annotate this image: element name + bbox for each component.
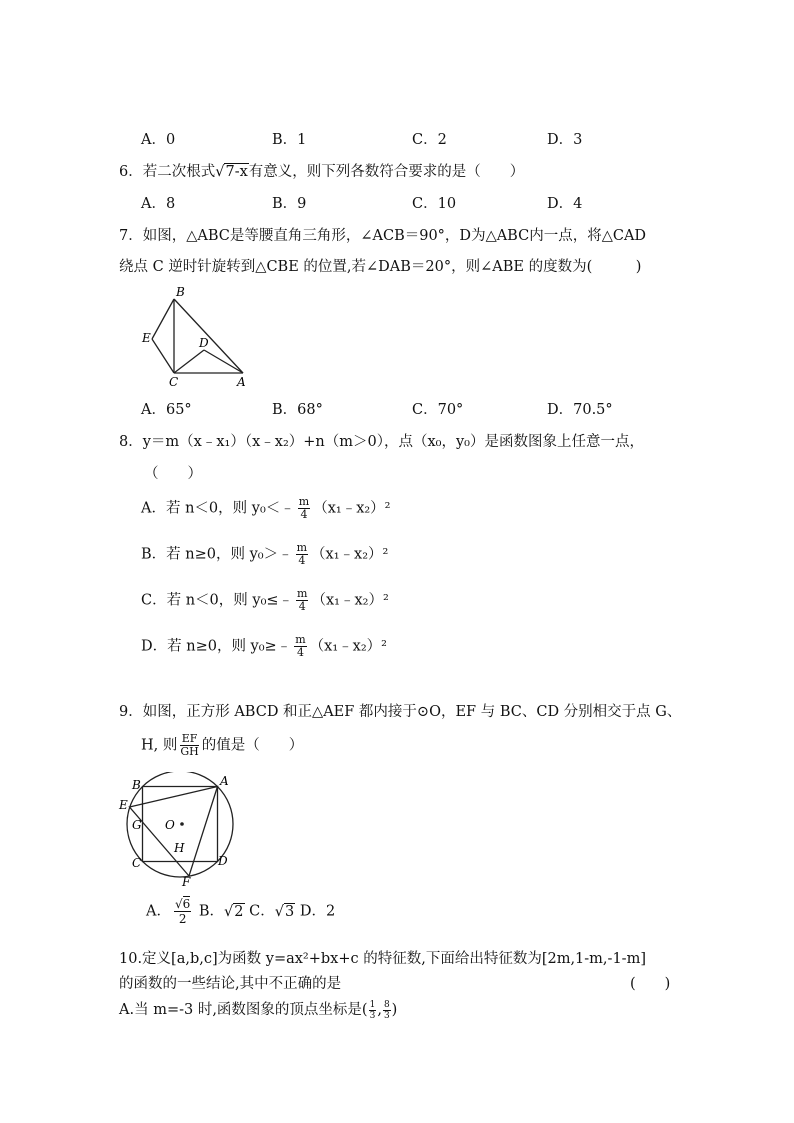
q9-option-b-label: B． (198, 903, 225, 920)
label-h: H (174, 841, 185, 855)
q9-den: GH (180, 745, 199, 758)
center-dot (180, 822, 184, 826)
q7-option-b: B．68° (272, 402, 323, 418)
label-c: C (169, 375, 179, 389)
q9-option-d: D．2 (299, 903, 336, 920)
segment-da (204, 350, 243, 373)
q8-c-post: （x₁﹣x₂）² (311, 592, 389, 609)
q9-pre: H, 则 (141, 737, 178, 754)
q9-option-a-radicand: 6 (182, 897, 191, 911)
q8-c-pre: C．若 n＜0，则 y₀≤﹣ (141, 592, 294, 609)
q6-stem (119, 160, 524, 181)
q10-stem-line1: 10.定义[a,b,c]为函数 y=ax²+bx+c 的特征数,下面给出特征数为[2m,1-m,-1-m] (119, 951, 646, 967)
q8-b-num: m (296, 541, 308, 554)
q9-stem-line2 (141, 733, 303, 758)
q8-c-num: m (297, 587, 308, 600)
label-f: F (182, 875, 191, 888)
q9-stem-line1: 9．如图，正方形 ABCD 和正△AEF 都内接于⊙O，EF 与 BC、CD 分别相交于点 G、 (119, 704, 682, 720)
q9-option-a-label: A． (146, 903, 171, 920)
q10-paren: ( ) (630, 976, 671, 992)
q7-option-c: C．70° (412, 402, 464, 418)
label-d: D (218, 854, 228, 868)
q8-option-c (141, 588, 389, 613)
q9-option-a-fraction (174, 897, 191, 926)
q9-post: 的值是（ ） (201, 737, 304, 754)
q10-a-n2: 8 (383, 999, 390, 1010)
q10-a-d2: 3 (383, 1010, 390, 1021)
q8-a-den: 4 (300, 508, 308, 521)
q8-paren: （ ） (144, 466, 202, 482)
q8-a-num: m (298, 495, 310, 508)
label-b: B (176, 285, 185, 299)
q9-option-c-radical: √3 (274, 903, 295, 920)
q7-figure (138, 283, 252, 389)
q8-option-d (141, 634, 387, 659)
segment-cd (174, 350, 204, 373)
q10-stem-line2: 的函数的一些结论,其中不正确的是 (119, 976, 342, 992)
q8-d-fraction (294, 634, 306, 659)
q9-option-a-num: √6 (174, 897, 191, 911)
q7-option-a: A．65° (141, 402, 192, 418)
q8-d-den: 4 (296, 646, 304, 659)
q10-a-pre: A.当 m=-3 时,函数图象的顶点坐标是( (119, 1002, 368, 1018)
q9-num: EF (181, 732, 198, 745)
q8-a-post: （x₁﹣x₂）² (313, 500, 391, 517)
label-a: A (220, 774, 229, 788)
q8-b-pre: B．若 n≥0，则 y₀＞﹣ (141, 546, 293, 563)
q8-c-den: 4 (298, 600, 306, 613)
q8-stem: 8．y＝m（x﹣x₁）（x﹣x₂）+n（m＞0），点（x₀，y₀）是函数图象上任意一点， (119, 434, 644, 450)
q6-stem-after: 有意义，则下列各数符合要求的是（ ） (248, 164, 525, 180)
q5-option-a: A．0 (141, 132, 176, 148)
q8-a-fraction (298, 496, 310, 521)
q5-option-d: D．3 (547, 132, 583, 148)
q8-b-post: （x₁﹣x₂）² (311, 546, 389, 563)
segment-ec (152, 339, 174, 373)
q6-option-d: D．4 (547, 196, 583, 212)
q10-a-d1: 3 (369, 1010, 376, 1021)
label-d: D (199, 336, 209, 350)
q8-a-pre: A．若 n＜0，则 y₀＜﹣ (141, 500, 295, 517)
q7-stem-line1: 7．如图，△ABC是等腰直角三角形，∠ACB＝90°，D为△ABC内一点，将△CAD (119, 228, 647, 244)
q9-option-a-den: 2 (174, 911, 191, 926)
q7-option-d: D．70.5° (547, 402, 613, 418)
q8-d-num: m (295, 633, 306, 646)
q9-figure (116, 772, 236, 888)
label-o: O (165, 818, 175, 832)
label-c: C (132, 856, 142, 870)
q9-options (146, 897, 335, 926)
q8-option-b (141, 542, 388, 567)
q8-c-fraction (296, 588, 308, 613)
q10-option-a: A.当 m=-3 时,函数图象的顶点坐标是( $\frac{1}{3}$ , $\frac{8}{3}$ ) (119, 999, 398, 1021)
q9-option-c-radicand: 3 (285, 903, 295, 920)
q8-d-pre: D．若 n≥0，则 y₀≥﹣ (141, 638, 292, 655)
q5-option-b: B．1 (272, 132, 307, 148)
q10-a-frac1 (369, 1000, 377, 1021)
q6-option-c: C．10 (412, 196, 457, 212)
q8-b-den: 4 (298, 554, 306, 567)
q8-d-post: （x₁﹣x₂）² (309, 638, 387, 655)
q9-option-b-radicand: 2 (234, 903, 244, 920)
q5-option-c: C．2 (412, 132, 447, 148)
q9-option-c-label: C． (249, 903, 275, 920)
label-a: A (237, 375, 246, 389)
q6-radical: √7-x (215, 164, 248, 180)
q8-b-fraction (296, 542, 308, 567)
q7-stem-line2: 绕点 C 逆时针旋转到△CBE 的位置,若∠DAB＝20°，则∠ABE 的度数为( ) (119, 259, 642, 275)
label-e: E (142, 331, 151, 345)
q6-stem-before: 6．若二次根式 (119, 164, 216, 180)
q10-a-n1: 1 (369, 999, 376, 1010)
q6-radicand: 7-x (225, 164, 248, 180)
segment-be (152, 299, 174, 339)
q9-fraction (180, 733, 198, 758)
q10-a-frac2 (383, 1000, 391, 1021)
label-g: G (132, 818, 142, 832)
q10-a-post: ) (391, 1002, 398, 1018)
q6-option-a: A．8 (141, 196, 176, 212)
label-e: E (119, 798, 128, 812)
q6-option-b: B．9 (272, 196, 307, 212)
label-b: B (132, 778, 141, 792)
q9-option-b-radical: √2 (224, 903, 244, 920)
q8-option-a (141, 496, 391, 521)
